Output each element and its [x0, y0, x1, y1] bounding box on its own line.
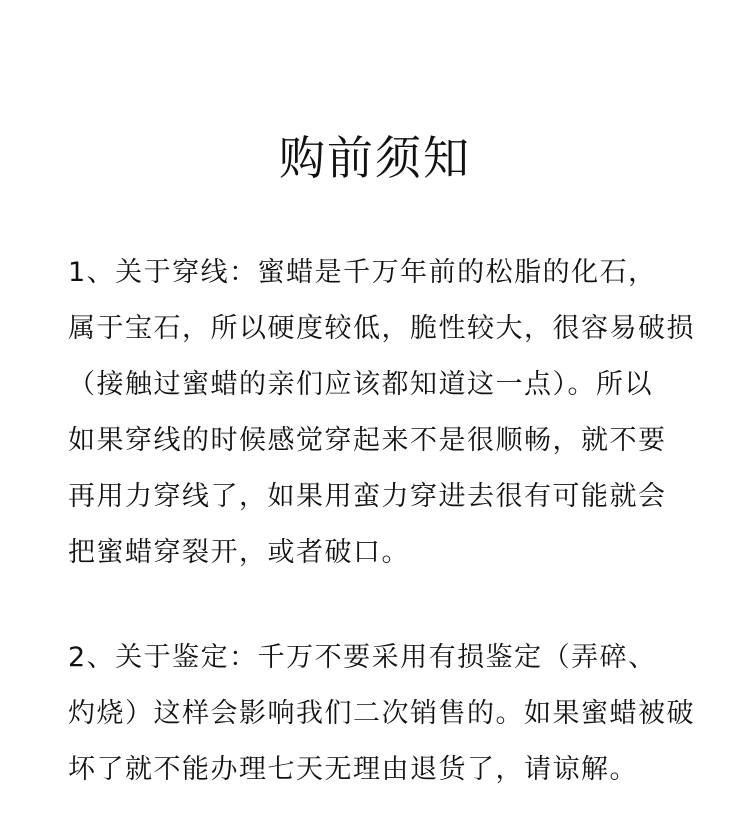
- notice-section-threading: [68, 245, 708, 581]
- paragraph-line: 再用力穿线了，如果用蛮力穿进去很有可能就会: [68, 481, 667, 512]
- paragraph-line: 灼烧）这样会影响我们二次销售的。如果蜜蜡被破: [68, 698, 695, 729]
- paragraph-line: （接触过蜜蜡的亲们应该都知道这一点）。所以: [68, 369, 653, 400]
- paragraph-line: 2、关于鉴定：千万不要采用有损鉴定（弄碎、: [68, 642, 657, 673]
- paragraph-line: 如果穿线的时候感觉穿起来不是很顺畅，就不要: [68, 425, 667, 456]
- notice-section-appraisal: [68, 630, 708, 798]
- paragraph-line: 坏了就不能办理七天无理由退货了，请谅解。: [68, 754, 638, 785]
- paragraph-line: 1、关于穿线：蜜蜡是千万年前的松脂的化石，: [68, 257, 657, 288]
- page-title: 购前须知: [279, 131, 471, 185]
- paragraph-line: 把蜜蜡穿裂开，或者破口。: [68, 537, 410, 568]
- paragraph-line: 属于宝石，所以硬度较低，脆性较大，很容易破损: [68, 313, 695, 344]
